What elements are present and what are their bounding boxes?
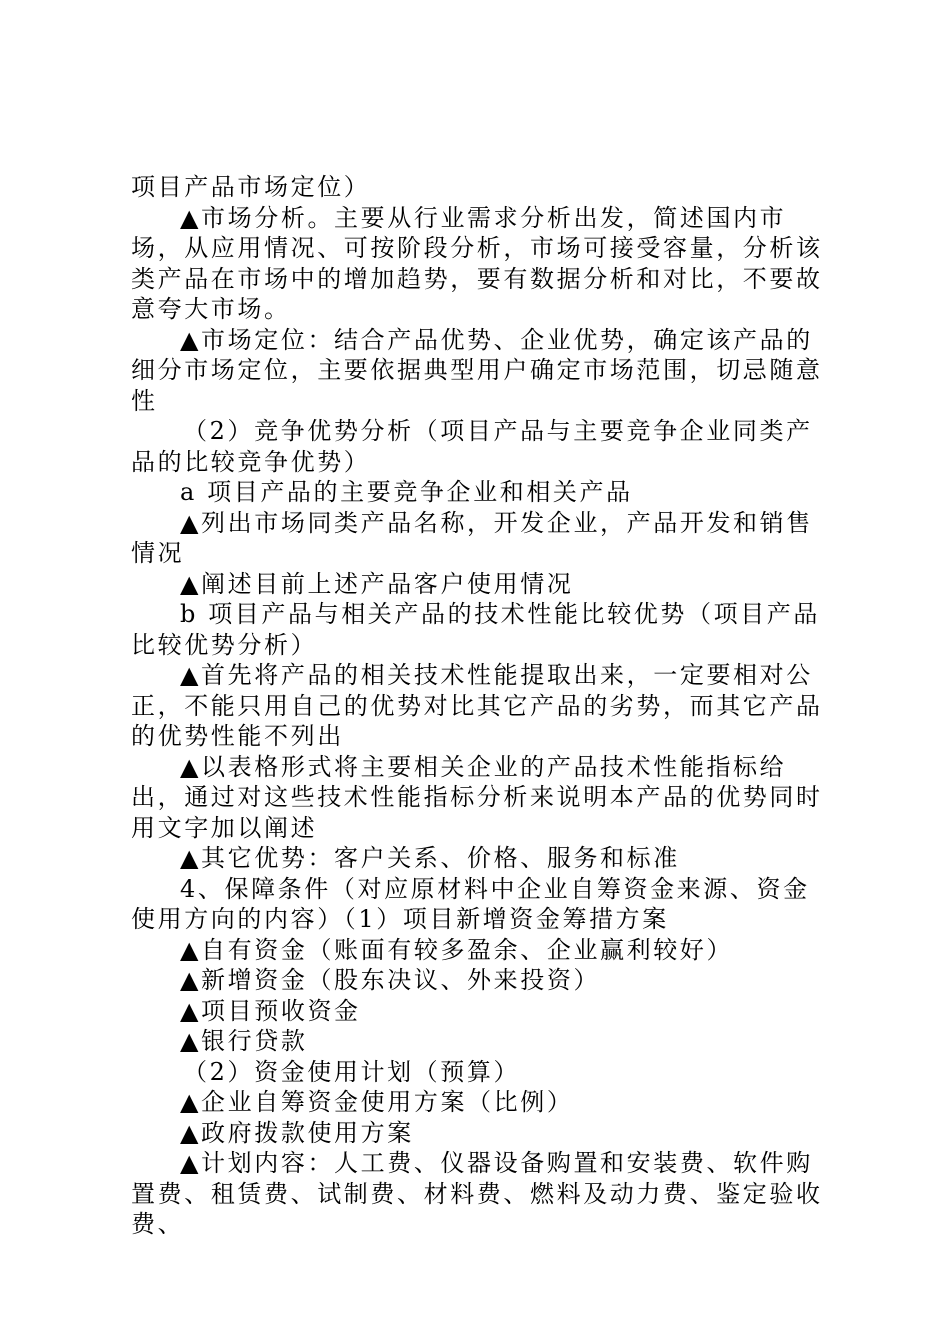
paragraph-customer-usage: ▲阐述目前上述产品客户使用情况 xyxy=(180,569,574,598)
paragraph-competitive-advantage-heading: （2）竞争优势分析（项目产品与主要竞争企业同类产品的比较竞争优势） xyxy=(131,417,813,476)
paragraph-product-positioning-tail: 项目产品市场定位） xyxy=(131,173,371,201)
paragraph-plan-contents: ▲计划内容：人工费、仪器设备购置和安装费、软件购置费、租赁费、试制费、材料费、燃料及动力费、鉴定验收费、 xyxy=(131,1149,823,1238)
paragraph-prepaid-funds: ▲项目预收资金 xyxy=(180,996,361,1025)
paragraph-competitors-heading: a 项目产品的主要竞争企业和相关产品 xyxy=(180,478,633,506)
paragraph-own-funds: ▲自有资金（账面有较多盈余、企业赢利较好） xyxy=(180,935,734,964)
paragraph-other-advantages: ▲其它优势：客户关系、价格、服务和标准 xyxy=(180,844,680,872)
paragraph-technical-comparison-heading: b 项目产品与相关产品的技术性能比较优势（项目产品比较优势分析） xyxy=(131,600,820,659)
paragraph-bank-loan: ▲银行贷款 xyxy=(180,1027,308,1055)
document-body xyxy=(131,172,833,1240)
paragraph-table-indicators: ▲以表格形式将主要相关企业的产品技术性能指标给出，通过对这些技术性能指标分析来说明本产品的优势同时用文字加以阐述 xyxy=(131,752,823,842)
paragraph-government-funding-usage: ▲政府拨款使用方案 xyxy=(180,1118,414,1147)
paragraph-extract-performance: ▲首先将产品的相关技术性能提取出来，一定要相对公正，不能只用自己的优势对比其它产品的劣势，而其它产品的优势性能不列出 xyxy=(131,661,823,750)
paragraph-market-positioning: ▲市场定位：结合产品优势、企业优势，确定该产品的细分市场定位，主要依据典型用户确定市场范围，切忌随意性 xyxy=(131,325,823,415)
paragraph-guarantee-conditions: 4、保障条件（对应原材料中企业自筹资金来源、资金使用方向的内容）（1）项目新增资金筹措方案 xyxy=(131,874,810,933)
paragraph-list-similar-products: ▲列出市场同类产品名称，开发企业，产品开发和销售情况 xyxy=(131,508,813,567)
paragraph-new-funds: ▲新增资金（股东决议、外来投资） xyxy=(180,966,601,994)
paragraph-market-analysis: ▲市场分析。主要从行业需求分析出发，简述国内市场，从应用情况、可按阶段分析，市场可接受容量，分析该类产品在市场中的增加趋势，要有数据分析和对比，不要故意夸大市场。 xyxy=(131,203,823,323)
paragraph-fund-usage-plan: （2）资金使用计划（预算） xyxy=(183,1057,521,1086)
paragraph-self-raised-usage: ▲企业自筹资金使用方案（比例） xyxy=(180,1088,574,1116)
